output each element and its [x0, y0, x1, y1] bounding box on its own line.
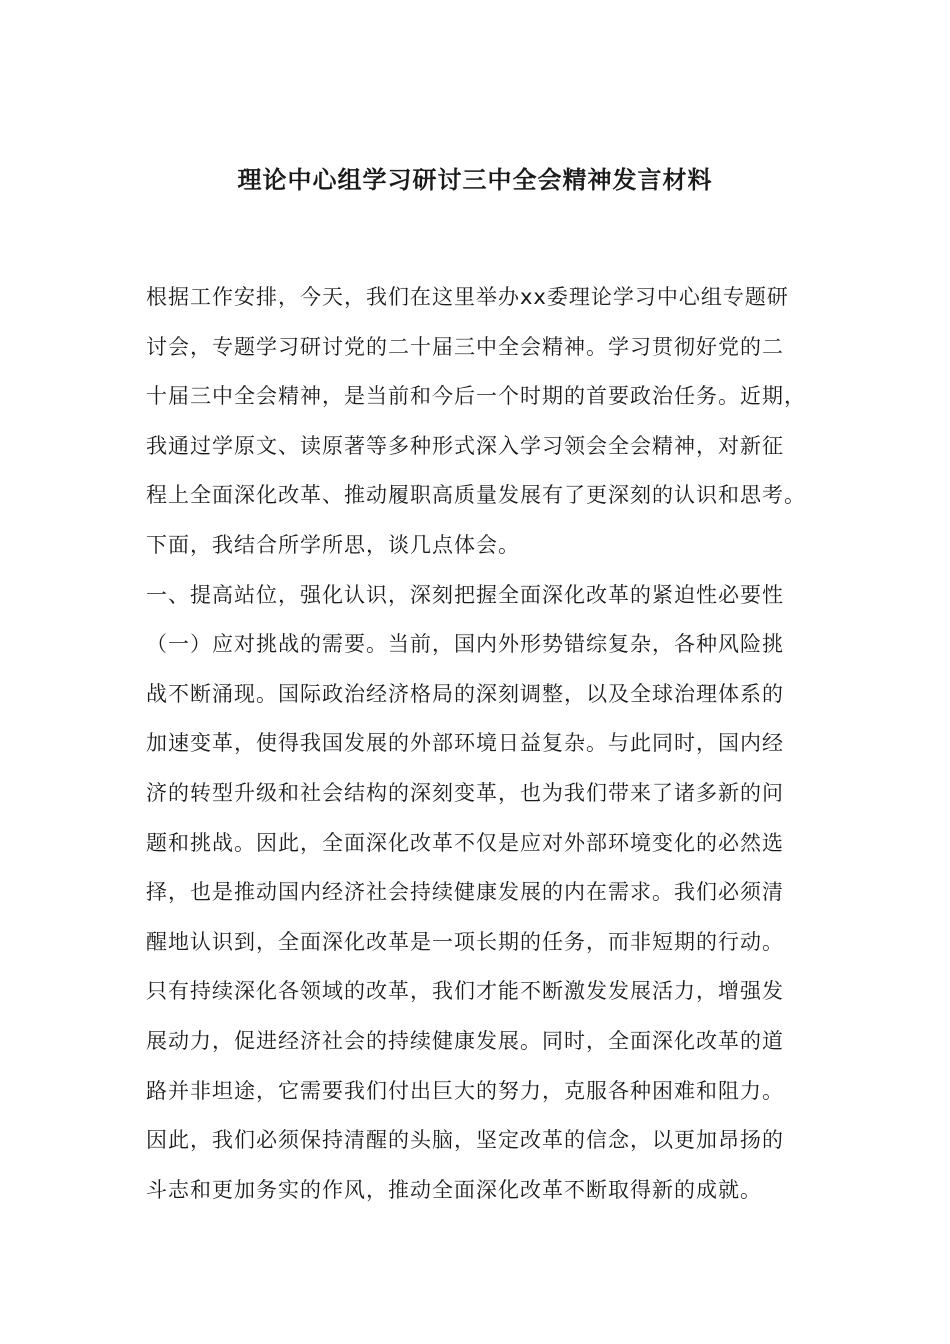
text-line: 择，也是推动国内经济社会持续健康发展的内在需求。我们必须清	[146, 880, 784, 905]
text-line: 只有持续深化各领域的改革，我们才能不断激发发展活力，增强发	[146, 979, 784, 1004]
text-line: 济的转型升级和社会结构的深刻变革，也为我们带来了诸多新的问	[146, 780, 784, 805]
text-line: 展动力，促进经济社会的持续健康发展。同时，全面深化改革的道	[146, 1028, 784, 1053]
text-line: 因此，我们必须保持清醒的头脑，坚定改革的信念，以更加昂扬的	[146, 1128, 784, 1153]
document-body	[146, 277, 836, 1219]
text-line: 下面，我结合所学所思，谈几点体会。	[146, 532, 520, 557]
text-line: 程上全面深化改革、推动履职高质量发展有了更深刻的认识和思考。	[146, 483, 806, 508]
text-line: 战不断涌现。国际政治经济格局的深刻调整，以及全球治理体系的	[146, 681, 784, 706]
text-line: 我通过学原文、读原著等多种形式深入学习领会全会精神，对新征	[146, 433, 784, 458]
document-title: 理论中心组学习研讨三中全会精神发言材料	[237, 166, 713, 194]
text-line: 斗志和更加务实的作风，推动全面深化改革不断取得新的成就。	[146, 1177, 762, 1202]
text-line: 加速变革，使得我国发展的外部环境日益复杂。与此同时，国内经	[146, 731, 784, 756]
text-line: 根据工作安排，今天，我们在这里举办xx委理论学习中心组专题研	[146, 285, 789, 309]
subsection-heading-line: （一）应对挑战的需要。当前，国内外形势错综复杂，各种风险挑	[146, 632, 784, 657]
text-line: 十届三中全会精神，是当前和今后一个时期的首要政治任务。近期，	[146, 384, 806, 409]
text-line: 题和挑战。因此，全面深化改革不仅是应对外部环境变化的必然选	[146, 830, 784, 855]
section-heading: 一、提高站位，强化认识，深刻把握全面深化改革的紧迫性必要性	[146, 582, 784, 607]
text-line: 醒地认识到，全面深化改革是一项长期的任务，而非短期的行动。	[146, 929, 784, 954]
text-line: 路并非坦途，它需要我们付出巨大的努力，克服各种困难和阻力。	[146, 1078, 784, 1103]
text-line: 讨会，专题学习研讨党的二十届三中全会精神。学习贯彻好党的二	[146, 334, 784, 359]
